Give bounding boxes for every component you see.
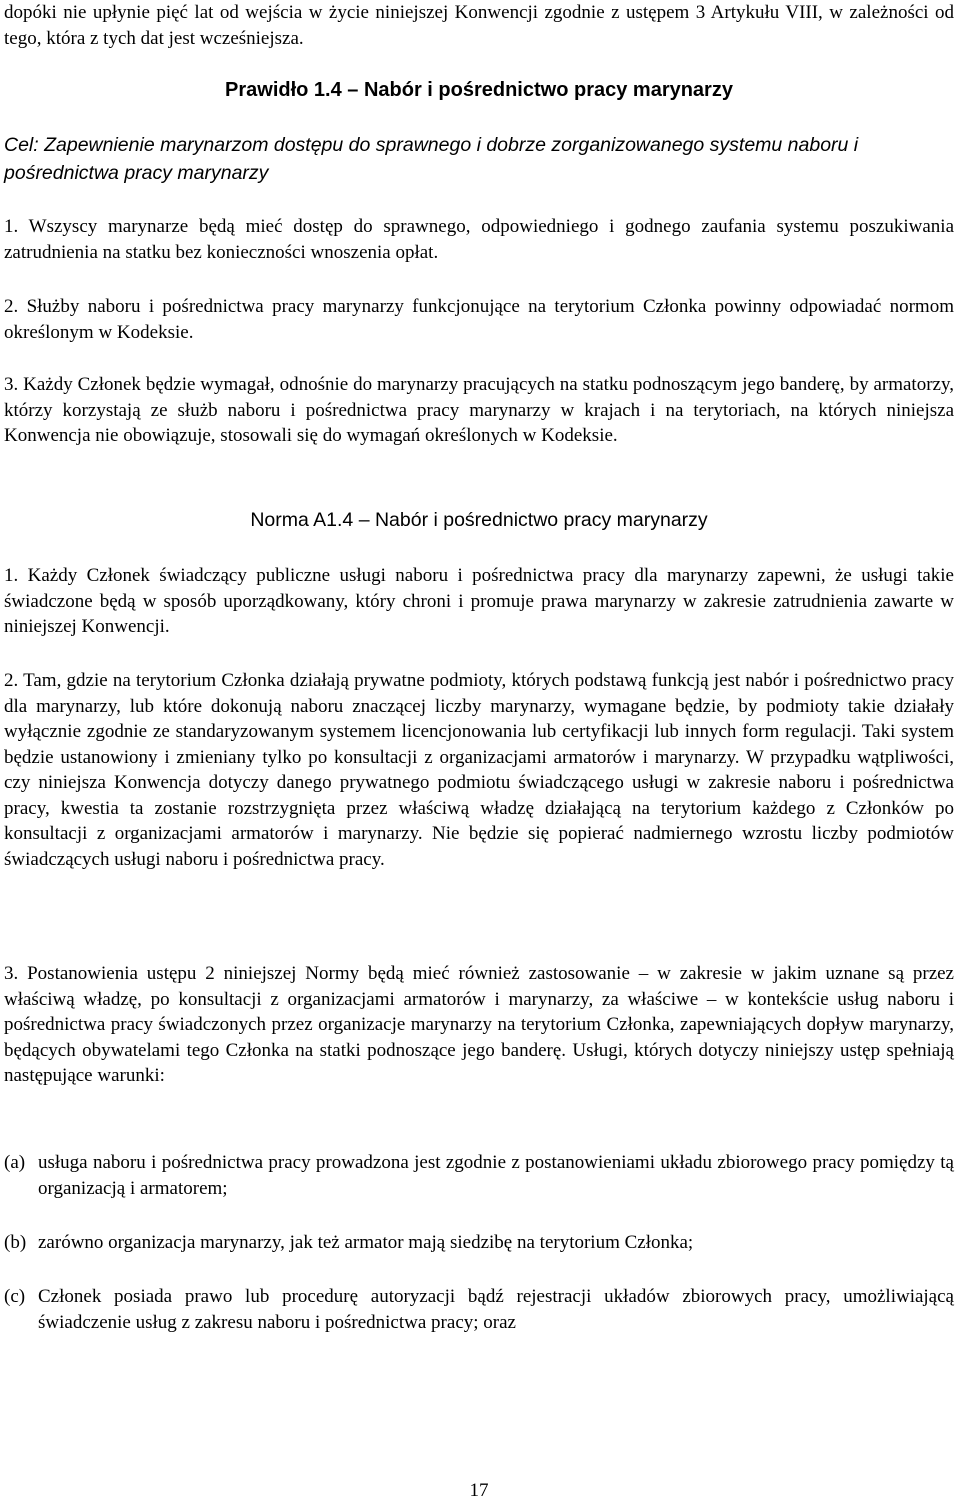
condition-text: Członek posiada prawo lub procedurę autoryzacji bądź rejestracji układów zbiorowych pracy, umożliwiającą świadczenie usług z zakresu naboru i pośrednictwa pracy; oraz (38, 1286, 954, 1333)
condition-item-b (4, 1230, 954, 1256)
condition-label: (b) (4, 1232, 27, 1253)
norm-paragraph-1: 1. Każdy Członek świadczący publiczne usługi naboru i pośrednictwa pracy dla marynarzy zapewni, że usługi takie świadczone będą w sposób uporządkowany, który chroni i promuje prawa marynarzy w zakresie zatrudnienia zawarte w niniejszej Konwencji. (4, 565, 954, 637)
norm-title: Norma A1.4 – Nabór i pośrednictwo pracy marynarzy (250, 509, 708, 531)
rule-paragraph-3: 3. Każdy Członek będzie wymagał, odnośnie do marynarzy pracujących na statku podnoszącym jego banderę, by armatorzy, którzy korzystają ze służb naboru i pośrednictwa pracy marynarzy w krajach i na terytoriach, na których niniejsza Konwencja nie obowiązuje, stosowali się do wymagań określonych w Kodeksie. (4, 374, 954, 446)
rule-paragraph-2: 2. Służby naboru i pośrednictwa pracy marynarzy funkcjonujące na terytorium Członka powinny odpowiadać normom określonym w Kodeksie. (4, 296, 954, 343)
rule-paragraph-1: 1. Wszyscy marynarze będą mieć dostęp do sprawnego, odpowiedniego i godnego zaufania systemu poszukiwania zatrudnienia na statku bez konieczności wnoszenia opłat. (4, 216, 954, 263)
intro-paragraph: dopóki nie upłynie pięć lat od wejścia w życie niniejszej Konwencji zgodnie z ustępem 3 Artykułu VIII, w zależności od tego, która z tych dat jest wcześniejsza. (4, 2, 954, 49)
norm-paragraph-3: 3. Postanowienia ustępu 2 niniejszej Normy będą mieć również zastosowanie – w zakresie w jakim uznane są przez właściwą władzę, po konsultacji z organizacjami armatorów i marynarzy, za właściwe – w kontekście usług naboru i pośrednictwa pracy świadczonych przez organizacje marynarzy na terytorium Członka, zapewniających dopływ marynarzy, będących obywatelami tego Członka na statki podnoszące jego banderę. Usługi, których dotyczy niniejszy ustęp spełniają następujące warunki: (4, 963, 954, 1086)
condition-label: (c) (4, 1286, 26, 1307)
rule-title: Prawidło 1.4 – Nabór i pośrednictwo pracy marynarzy (225, 79, 733, 101)
condition-item-a (4, 1150, 954, 1201)
condition-text: zarówno organizacja marynarzy, jak też armator mają siedzibę na terytorium Członka; (38, 1232, 694, 1253)
norm-paragraph-2: 2. Tam, gdzie na terytorium Członka działają prywatne podmioty, których podstawą funkcją jest nabór i pośrednictwo pracy dla marynarzy, lub które dokonują naboru znaczącej liczby marynarzy, wymagane będzie, by podmioty takie działały wyłącznie zgodnie ze standaryzowanym systemem licencjonowania lub certyfikacji lub innych form regulacji. Taki system będzie ustanowiony i zmieniany tylko po konsultacji z organizacjami armatorów i marynarzy. W przypadku wątpliwości, czy niniejsza Konwencja dotyczy danego prywatnego podmiotu świadczącego usługi w zakresie naboru i pośrednictwa pracy, kwestia ta zostanie rozstrzygnięta przez właściwą władzę działającą na terytorium każdego z Członków po konsultacji z organizacjami armatorów i marynarzy. Nie będzie się popierać nadmiernego wzrostu liczby podmiotów świadczących usługi naboru i pośrednictwa pracy. (4, 670, 954, 870)
condition-item-c (4, 1284, 954, 1335)
page-number: 17 (469, 1480, 489, 1501)
rule-goal: Cel: Zapewnienie marynarzom dostępu do sprawnego i dobrze zorganizowanego systemu naboru i pośrednictwa pracy marynarzy (4, 134, 859, 184)
condition-text: usługa naboru i pośrednictwa pracy prowadzona jest zgodnie z postanowieniami układu zbiorowego pracy pomiędzy tą organizacją i armatorem; (38, 1152, 954, 1199)
condition-label: (a) (4, 1152, 26, 1173)
